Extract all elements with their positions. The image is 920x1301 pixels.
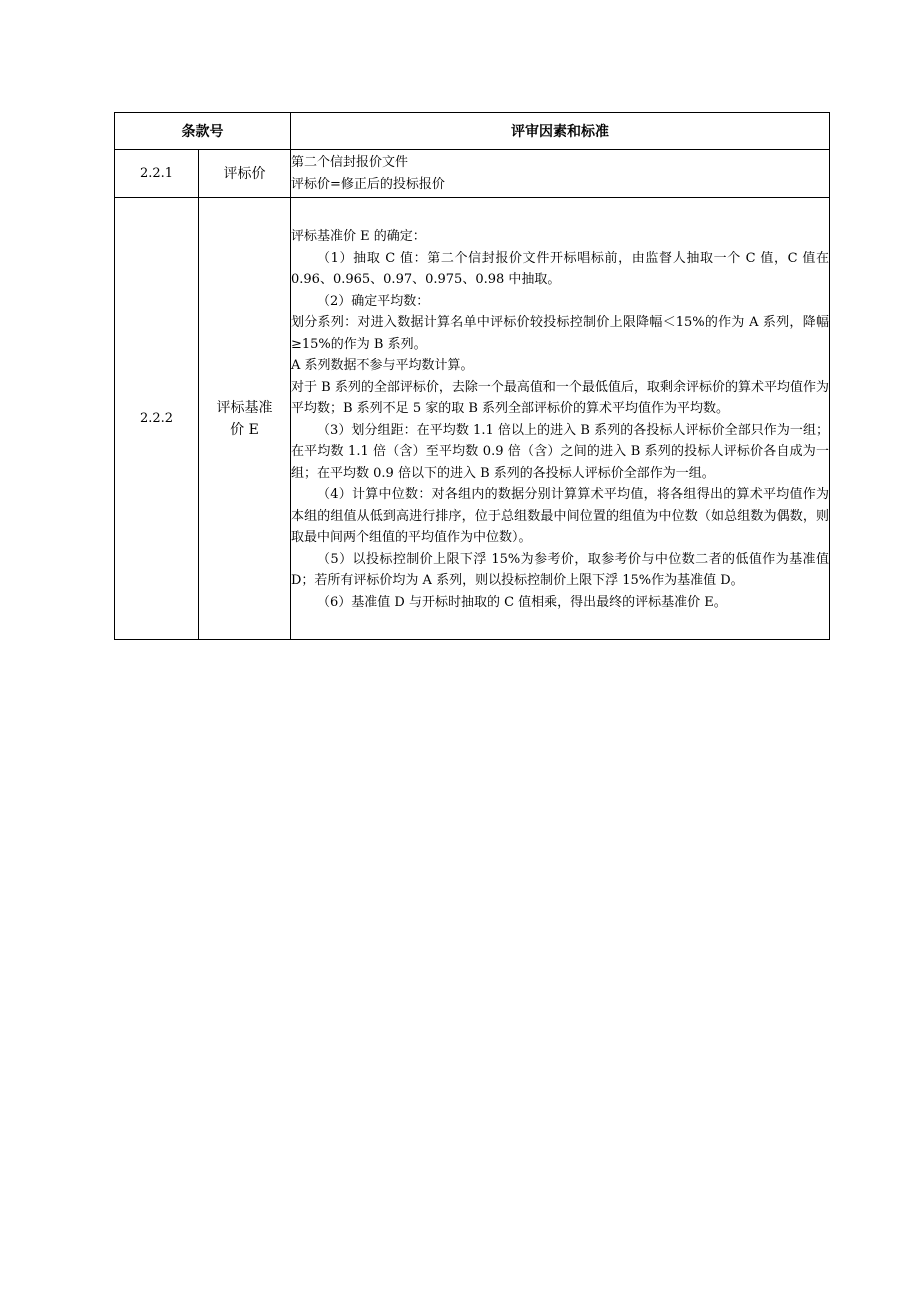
table-row — [115, 150, 830, 198]
paragraph-step-4: （4）计算中位数：对各组内的数据分别计算算术平均值，将各组得出的算术平均值作为本组的组值从低到高进行排序，位于总组数最中间位置的组值为中位数（如总组数为偶数，则取最中间两个组值的平均值作为中位数）。 — [291, 487, 829, 545]
factor-name: 评标价 — [199, 150, 291, 198]
paragraph-heading: 评标基准价 E 的确定： — [291, 229, 426, 244]
paragraph-step-2: （2）确定平均数： — [317, 293, 430, 309]
header-criteria: 评审因素和标准 — [291, 113, 830, 150]
header-clause-no: 条款号 — [115, 113, 291, 150]
clause-number: 2.2.1 — [115, 150, 199, 198]
paragraph-step-5: （5）以投标控制价上限下浮 15%为参考价，取参考价与中位数二者的低值作为基准值 D；若所有评标价均为 A 系列，则以投标控制价上限下浮 15%作为基准值 D。 — [291, 551, 829, 588]
criteria-cell — [291, 198, 830, 640]
paragraph-step-3: （3）划分组距：在平均数 1.1 倍以上的进入 B 系列的各投标人评标价全部只作为一组；在平均数 1.1 倍（含）至平均数 0.9 倍（含）之间的进入 B 系列的投标人评标价各自成为一组；在平均数 0.9 倍以下的进入 B 系列的各投标人评标价全部作为一组。 — [291, 422, 829, 481]
table-row — [115, 198, 830, 640]
factor-name-line: 价 E — [230, 421, 259, 438]
table-header-row — [115, 113, 830, 150]
paragraph-series-division: 划分系列：对进入数据计算名单中评标价较投标控制价上限降幅＜15%的作为 A 系列，降幅 ≥15%的作为 B 系列。 — [291, 315, 829, 352]
paragraph-step-1: （1）抽取 C 值：第二个信封报价文件开标唱标前，由监督人抽取一个 C 值，C 值在 0.96、0.965、0.97、0.975、0.98 中抽取。 — [291, 250, 829, 287]
paragraph-step-6: （6）基准值 D 与开标时抽取的 C 值相乘，得出最终的评标基准价 E。 — [317, 594, 727, 610]
clause-table — [114, 112, 830, 640]
criteria-line: 评标价=修正后的投标报价 — [291, 176, 445, 192]
factor-name — [199, 198, 291, 640]
clause-number: 2.2.2 — [115, 198, 199, 640]
factor-name-line: 评标基准 — [216, 399, 273, 416]
paragraph-series-b: 对于 B 系列的全部评标价，去除一个最高值和一个最低值后，取剩余评标价的算术平均值作为平均数；B 系列不足 5 家的取 B 系列全部评标价的算术平均值作为平均数。 — [291, 379, 829, 416]
criteria-cell — [291, 150, 830, 198]
criteria-line: 第二个信封报价文件 — [291, 155, 409, 170]
paragraph-series-a: A 系列数据不参与平均数计算。 — [291, 358, 474, 373]
